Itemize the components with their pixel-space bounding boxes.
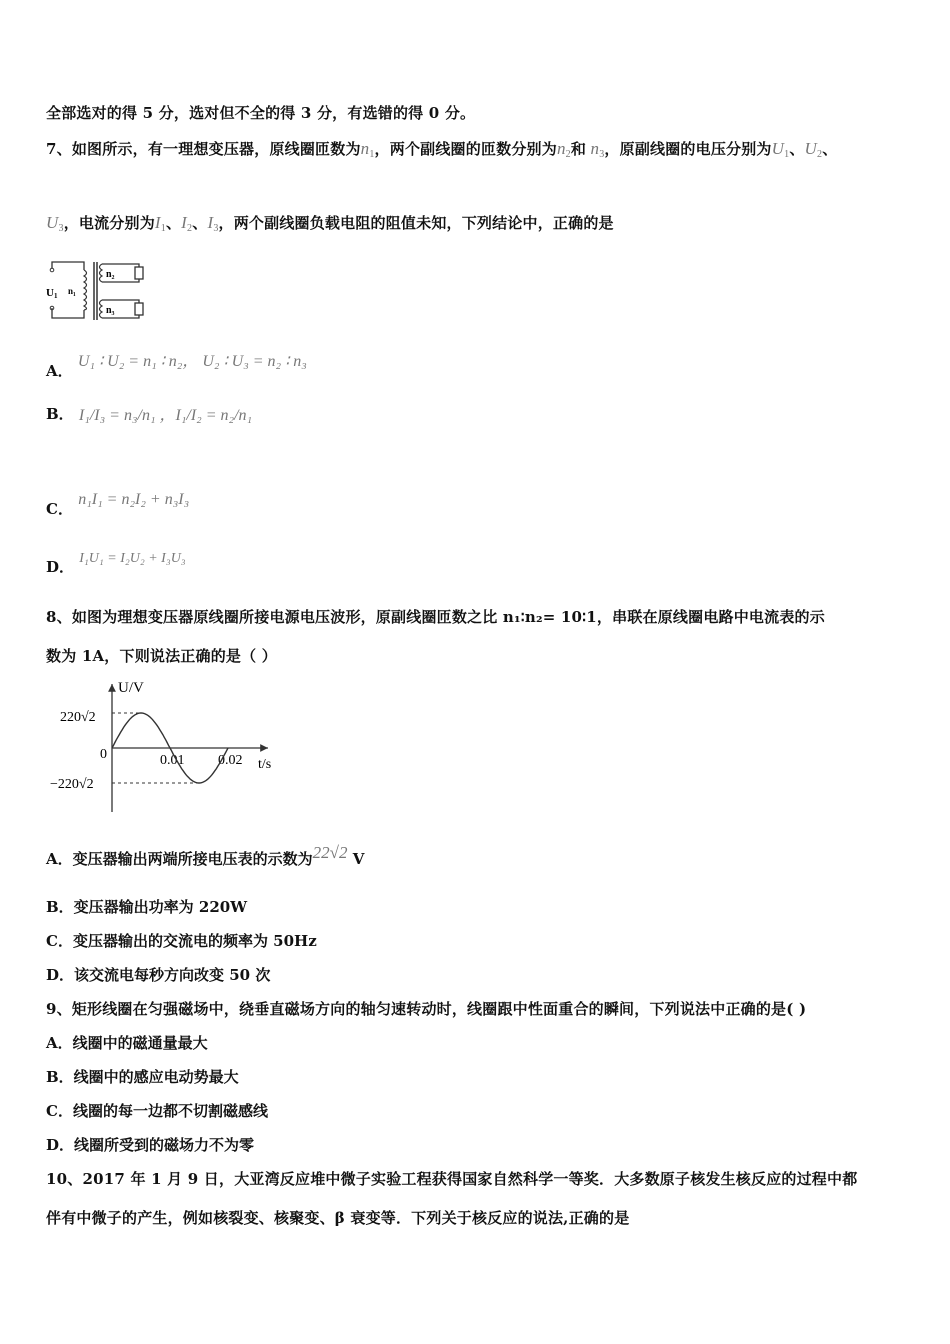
q8-stem-line2: 数为 1A，下则说法正确的是（ ） (46, 647, 277, 665)
ymax-label: 220√2 (60, 710, 96, 725)
math-i3: $I_3$ (207, 213, 219, 234)
q7-option-d-formula: I₁U₁ = I₂U₂ + I₃U₃ (79, 551, 186, 566)
q7-option-c[interactable] (46, 490, 189, 519)
separator: 、 (165, 214, 182, 232)
separator: 、 (789, 140, 805, 158)
tick-label-001: 0.01 (160, 753, 185, 768)
voltage-waveform-chart (46, 676, 286, 816)
q7-option-a-formula: U₁ ∶ U₂ = n₁ ∶ n₂， U₂ ∶ U₃ = n₂ ∶ n₃ (77, 353, 307, 370)
q7-option-b[interactable] (46, 402, 252, 425)
option-label: D． (46, 558, 75, 576)
tick-label-002: 0.02 (218, 753, 243, 768)
fig-n3-label: n₃ (106, 305, 115, 316)
option-label: A． (46, 362, 73, 380)
option-text: A．变压器输出两端所接电压表的示数为 (46, 850, 313, 868)
y-axis-label: U/V (118, 680, 144, 696)
separator: 、 (822, 140, 838, 158)
q7-option-a[interactable] (46, 348, 307, 381)
separator: 、 (192, 214, 208, 232)
unit-v: V (347, 850, 365, 868)
origin-label: 0 (100, 747, 107, 762)
q9-option-b[interactable]: B．线圈中的感应电动势最大 (46, 1068, 239, 1086)
q9-option-c[interactable]: C．线圈的每一边都不切割磁感线 (46, 1102, 268, 1120)
math-n3: $n_3$ (586, 139, 605, 160)
q9-option-d[interactable]: D．线圈所受到的磁场力不为零 (46, 1136, 255, 1154)
fig-n1-label: n₁ (68, 286, 76, 296)
option-label: B． (46, 405, 74, 423)
q9-stem: 9、矩形线圈在匀强磁场中，绕垂直磁场方向的轴匀速转动时，线圈跟中性面重合的瞬间，下列说法中正确的是( ) (46, 1000, 807, 1018)
q8-option-d[interactable]: D．该交流电每秒方向改变 50 次 (46, 966, 271, 984)
q8-option-a[interactable] (46, 843, 364, 869)
math-u3: $U_3$ (46, 213, 64, 234)
q7-stem-line1 (46, 138, 837, 160)
q7-stem-line2 (46, 212, 614, 234)
q8-option-b[interactable]: B．变压器输出功率为 220W (46, 898, 248, 916)
math-22sqrt2: 22√2 (312, 843, 348, 862)
math-n1: $n_1$ (360, 139, 375, 160)
q7-text-c: 和 (570, 140, 587, 158)
q10-stem-line2: 伴有中微子的产生，例如核裂变、核聚变、β 衰变等．下列关于核反应的说法,正确的是 (46, 1209, 630, 1227)
fig-u1-label: U1 (46, 287, 58, 300)
q8-stem-line1: 8、如图为理想变压器原线圈所接电源电压波形，原副线圈匝数之比 n₁∶n₂= 10∶1，串联在原线圈电路中电流表的示 (46, 608, 825, 626)
x-axis-label: t/s (258, 757, 272, 772)
math-i1: $I_1$ (154, 213, 166, 234)
q7-text-a: 7、如图所示，有一理想变压器，原线圈匝数为 (46, 140, 361, 158)
transformer-diagram (44, 256, 156, 326)
q7-text-f: ，两个副线圈负载电阻的阻值未知，下列结论中，正确的是 (218, 214, 614, 232)
math-i2: $I_2$ (181, 213, 193, 234)
q7-text-e: ，电流分别为 (63, 214, 155, 232)
fig-n2-label: n₂ (106, 269, 115, 280)
q7-text-d: ，原副线圈的电压分别为 (604, 140, 772, 158)
q8-option-c[interactable]: C．变压器输出的交流电的频率为 50Hz (46, 932, 317, 950)
q7-option-d[interactable] (46, 548, 186, 577)
option-label: C． (46, 500, 73, 518)
intro-text: 全部选对的得 5 分，选对但不全的得 3 分，有选错的得 0 分。 (46, 104, 476, 122)
math-n2: $n_2$ (556, 139, 571, 160)
q9-option-a[interactable]: A．线圈中的磁通量最大 (46, 1034, 208, 1052)
math-u1: $U_1$ (771, 139, 790, 160)
q7-text-b: ，两个副线圈的匝数分别为 (374, 140, 557, 158)
ymin-label: −220√2 (50, 777, 94, 792)
q7-option-b-formula: I₁/I₃ = n₃/n₁ ，I₁/I₂ = n₂/n₁ (78, 407, 253, 424)
math-u2: $U_2$ (804, 139, 823, 160)
q7-option-c-formula: n₁I₁ = n₂I₂ + n₃I₃ (78, 491, 190, 508)
q10-stem-line1: 10、2017 年 1 月 9 日，大亚湾反应堆中微子实验工程获得国家自然科学一等奖．大多数原子核发生核反应的过程中都 (46, 1170, 858, 1188)
